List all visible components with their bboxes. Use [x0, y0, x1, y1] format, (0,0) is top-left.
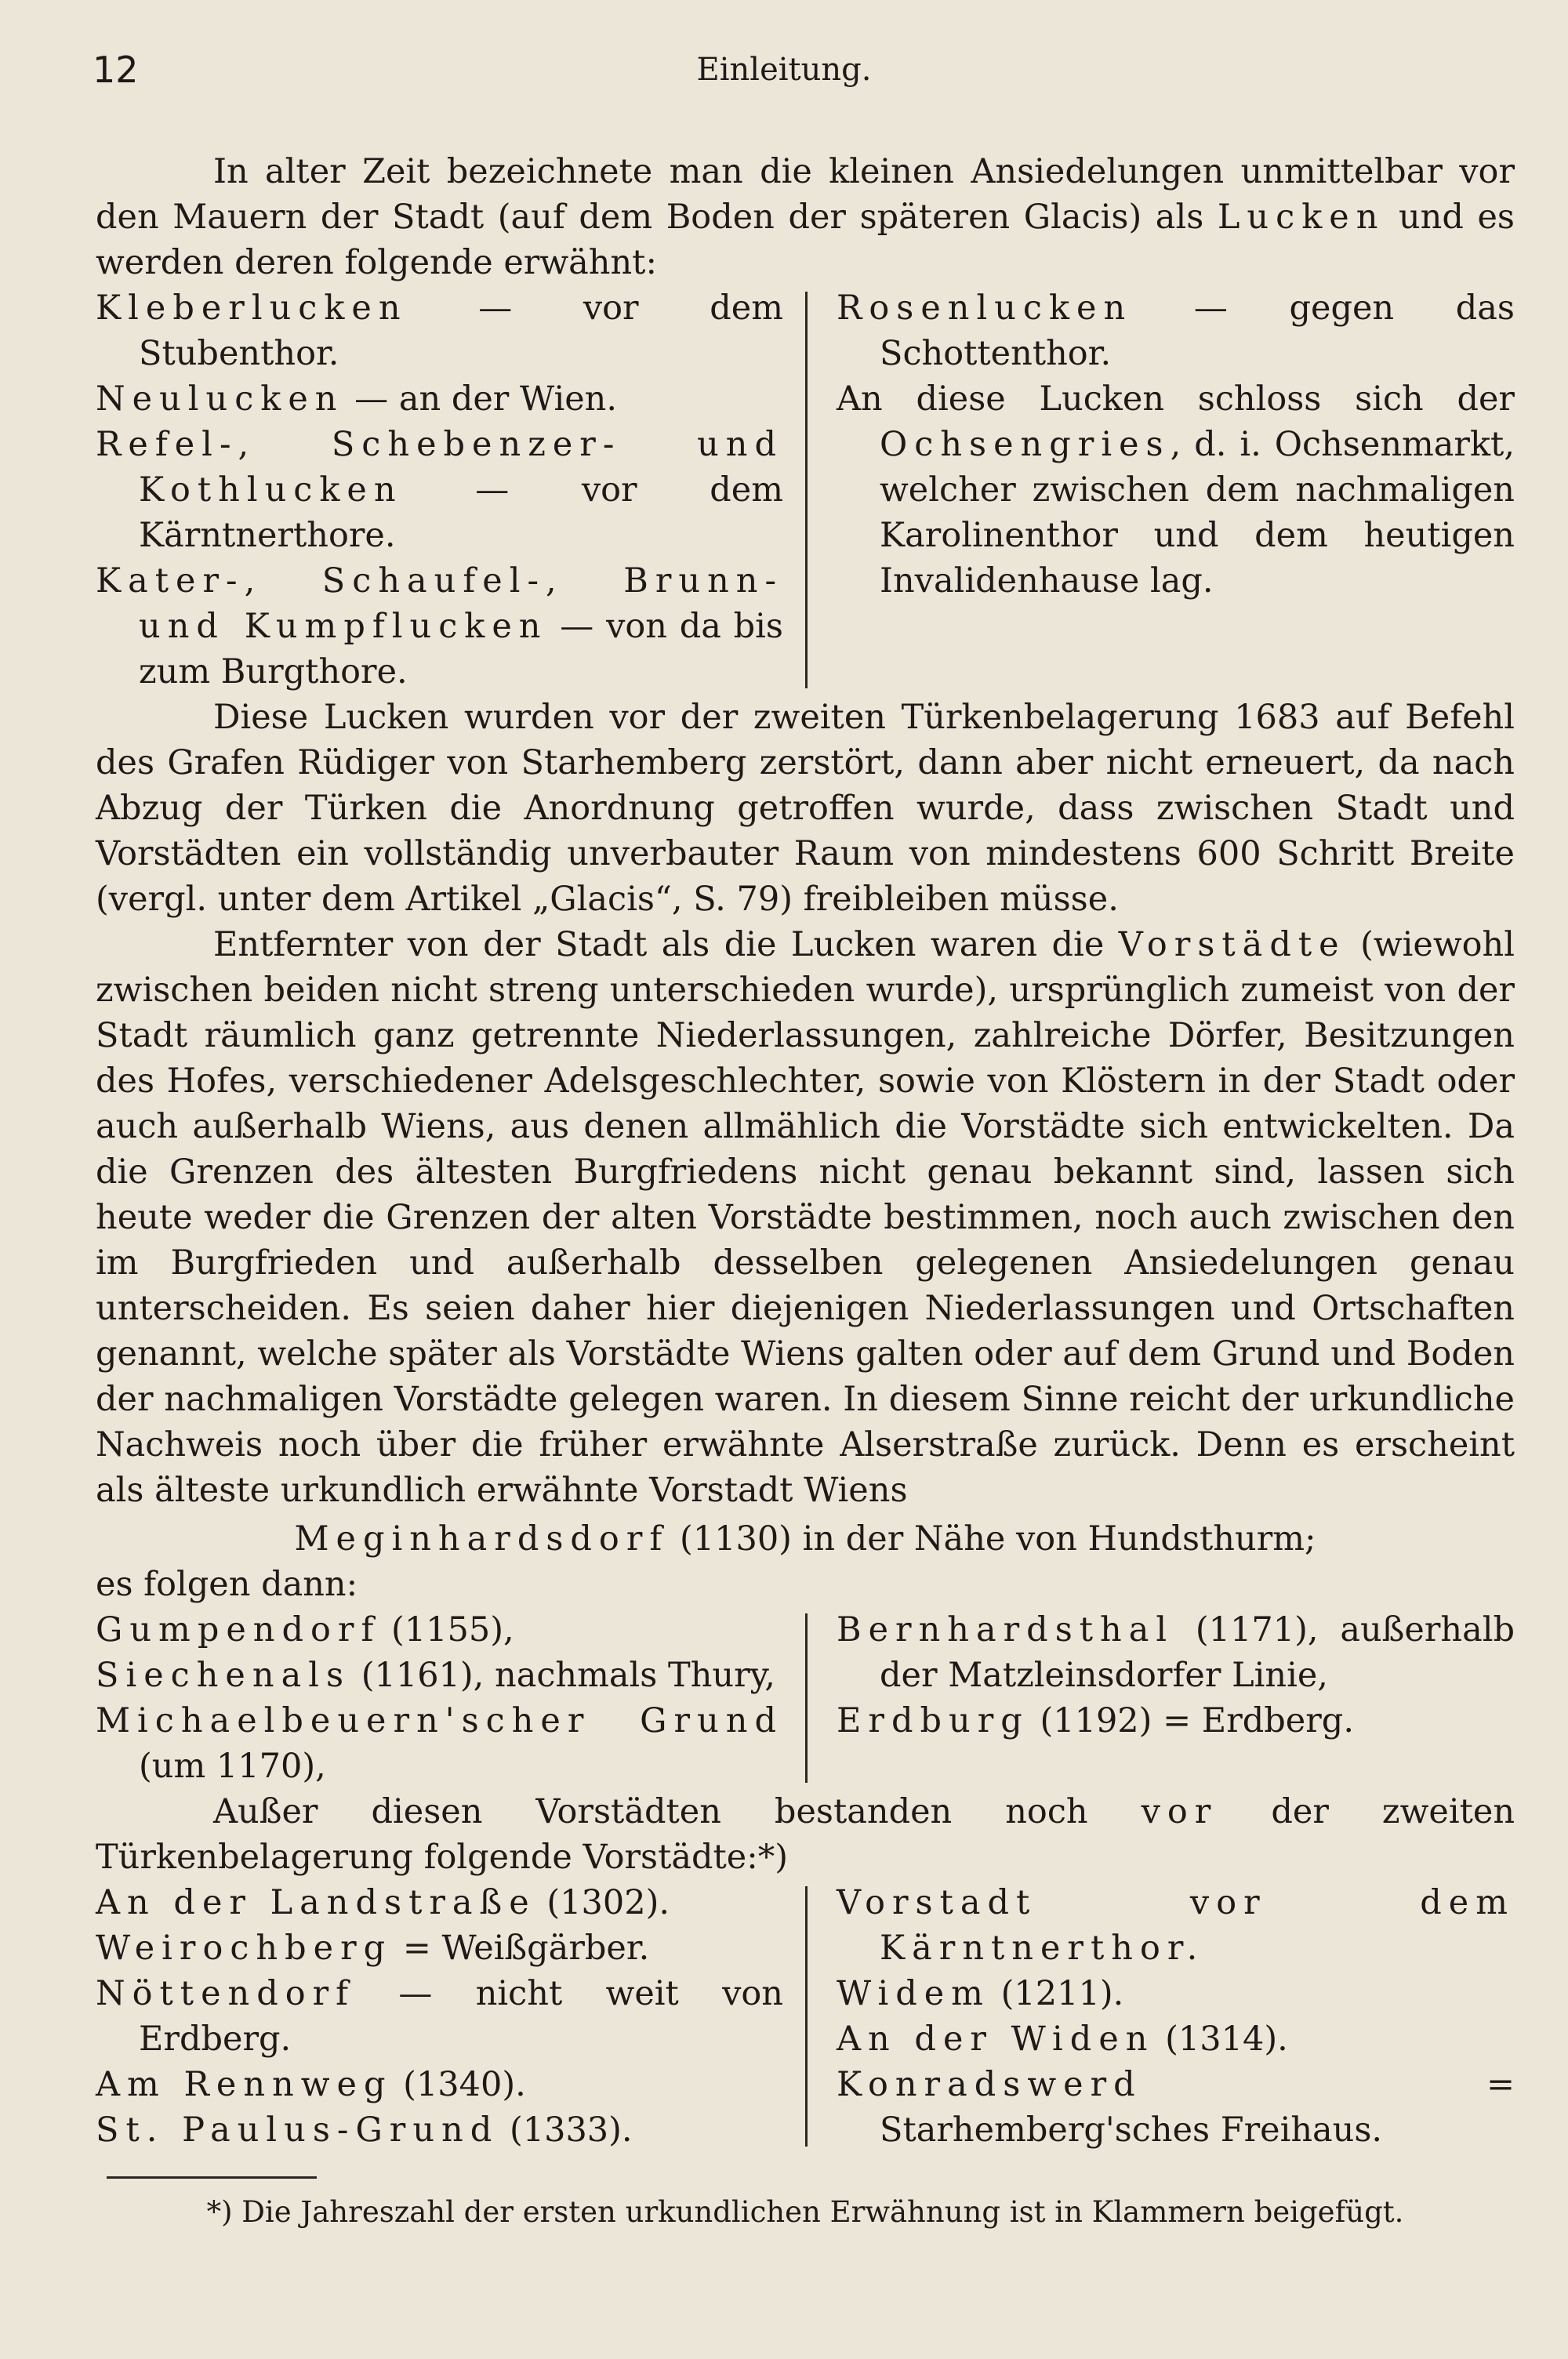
list-item: Kater-, Schaufel-, Brunn- und Kumpflucken — von da bis zum Burgthore. [96, 561, 783, 691]
list-item: Refel-, Schebenzer- und Kothlucken — vor dem Kärntnerthore. [96, 425, 783, 555]
list-item: Michaelbeuern'scher Grund (um 1170), [96, 1701, 783, 1786]
ausser-paragraph: Außer diesen Vorstädten bestanden noch vor der zweiten Türkenbelagerung folgende Vorstädte:*) [96, 1792, 1515, 1877]
list-item: Bernhardsthal (1171), außerhalb der Matzleinsdorfer Linie, [837, 1610, 1515, 1695]
early-suburbs-list [96, 1607, 1515, 1789]
list-item: Neulucken — an der Wien. [96, 379, 618, 419]
page-body [96, 149, 1515, 2232]
list-item: Kleberlucken — vor dem Stubenthor. [96, 289, 783, 373]
lucken-right-column [805, 285, 1515, 695]
list-item: Nöttendorf — nicht weit von Erdberg. [96, 1974, 783, 2059]
list-item: Weirochberg = Weißgärber. [96, 1929, 650, 1968]
vorstaedte-paragraph: Entfernter von der Stadt als die Lucken waren die Vorstädte (wiewohl zwischen beiden nicht streng unterschieden wurde), ursprünglich zumeist von der Stadt räumlich ganz getrennte Niederlassungen, zahlreiche Dörfer, Besitzungen des Hofes, verschiedener Adelsgeschlechter, sowie von Klöstern in der Stadt oder auch außerhalb Wiens, aus denen allmählich die Vorstädte sich entwickelten. Da die Grenzen des ältesten Burgfriedens nicht genau bekannt sind, lassen sich heute weder die Grenzen der alten Vorstädte bestimmen, noch auch zwischen den im Burgfrieden und außerhalb desselben gelegenen Ansiedelungen genau unterscheiden. Es seien daher hier diejenigen Niederlassungen und Ortschaften genannt, welche später als Vorstädte Wiens galten oder auf dem Grund und Boden der nachmaligen Vorstädte gelegen waren. In diesem Sinne reicht der urkundliche Nachweis noch über die früher erwähnte Alserstraße zurück. Denn es erscheint als älteste urkundlich erwähnte Vorstadt Wiens [96, 925, 1515, 1510]
column-divider [805, 1886, 808, 2147]
list-item: Erdburg (1192) = Erdberg. [837, 1701, 1354, 1740]
running-head: Einleitung. [696, 52, 872, 88]
siege-suburbs-list [96, 1880, 1515, 2153]
intro-tail: und es werden deren folgende erwähnt: [96, 198, 1515, 282]
vorstaedte-term: Vorstädte [1118, 925, 1346, 964]
list-item: St. Paulus-Grund (1333). [96, 2110, 633, 2150]
early-suburbs-left-column [96, 1607, 805, 1789]
footnote-rule [107, 2176, 317, 2179]
page-header [93, 49, 1475, 96]
ochsengries-paragraph: An diese Lucken schloss sich der Ochsengries, d. i. Ochsenmarkt, welcher zwischen dem nachmaligen Karolinenthor und dem heutigen Invalidenhause lag. [837, 379, 1515, 601]
list-item: Vorstadt vor dem Kärntnerthor. [837, 1883, 1515, 1968]
intro-paragraph [96, 149, 1515, 285]
list-item: Widem (1211). [837, 1974, 1124, 2013]
follow-text: es folgen dann: [96, 1565, 358, 1604]
list-item: Am Rennweg (1340). [96, 2065, 526, 2104]
oldest-suburb: Meginhardsdorf (1130) in der Nähe von Hundsthurm; [294, 1519, 1316, 1559]
list-item: Rosenlucken — gegen das Schottenthor. [837, 289, 1515, 373]
siege-suburbs-right-column [805, 1880, 1515, 2153]
list-item: An der Widen (1314). [837, 2020, 1288, 2059]
lucken-list [96, 285, 1515, 695]
list-item: Gumpendorf (1155), [96, 1610, 514, 1649]
column-divider [805, 1613, 808, 1783]
intro-term: Lucken [1217, 198, 1385, 237]
intro-text: In alter Zeit bezeichnete man die kleinen Ansiedelungen unmittelbar vor den Mauern der Stadt (auf dem Boden der späteren Glacis) als [96, 152, 1515, 237]
early-suburbs-right-column [805, 1607, 1515, 1789]
page-number: 12 [93, 49, 139, 91]
siege-suburbs-left-column [96, 1880, 805, 2153]
lucken-paragraph: Diese Lucken wurden vor der zweiten Türkenbelagerung 1683 auf Befehl des Grafen Rüdiger von Starhemberg zerstört, dann aber nicht erneuert, da nach Abzug der Türken die Anordnung getroffen wurde, dass zwischen Stadt und Vorstädten ein vollständig unverbauter Raum von mindestens 600 Schritt Breite (vergl. unter dem Artikel „Glacis“, S. 79) freibleiben müsse. [96, 698, 1515, 919]
list-item: An der Landstraße (1302). [96, 1883, 670, 1922]
footnote: *) Die Jahreszahl der ersten urkundlichen Erwähnung ist in Klammern beigefügt. [206, 2195, 1404, 2229]
list-item: Siechenals (1161), nachmals Thury, [96, 1656, 775, 1695]
column-divider [805, 292, 808, 688]
list-item: Konradswerd = Starhemberg'sches Freihaus. [837, 2065, 1515, 2150]
lucken-left-column [96, 285, 805, 695]
